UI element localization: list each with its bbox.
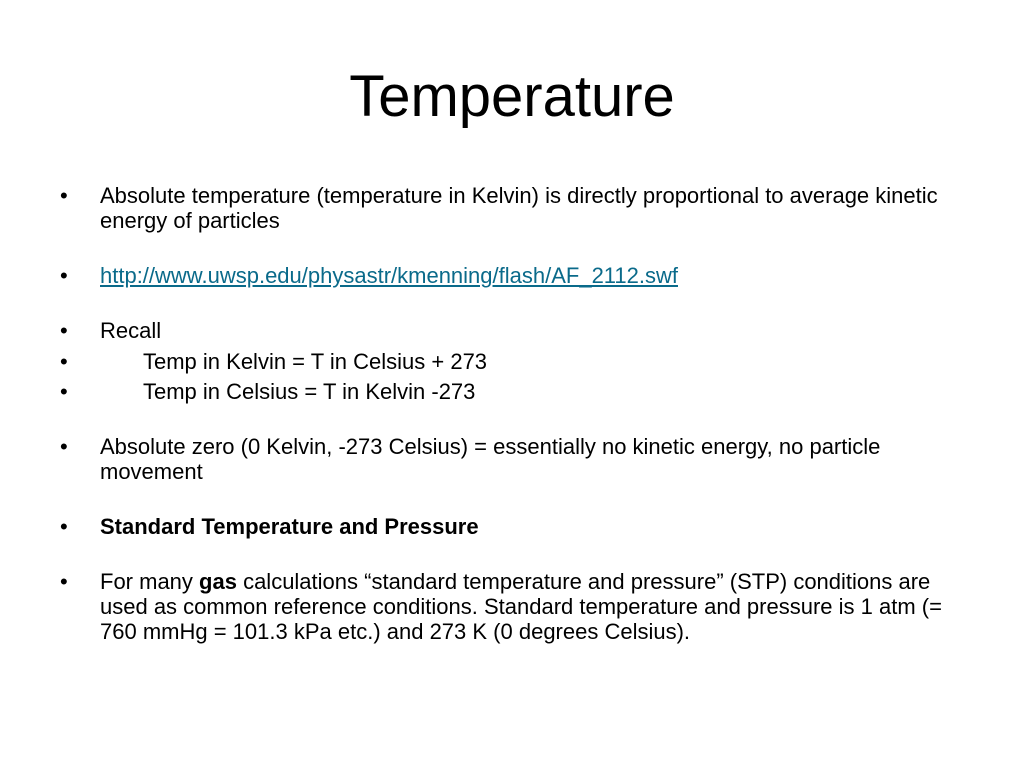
bullet-icon: • [60,434,68,459]
bold-word-gas: gas [199,569,237,594]
bullet-icon: • [60,569,68,594]
bullet-text-part: calculations “standard temperature and pressure” (STP) conditions are used as common reference conditions. Standard temperature and pressure is 1 atm (= 760 mmHg = 101.3 kPa etc.) and 273 K (0 degrees Celsius). [100,569,942,644]
bullet-text [100,569,970,644]
bullet-icon: • [60,183,68,208]
bullet-text-part: For many [100,569,200,594]
flash-animation-link[interactable]: http://www.uwsp.edu/physastr/kmenning/flash/AF_2112.swf [100,263,678,288]
bullet-text: Standard Temperature and Pressure [100,514,479,539]
bullet-text: Recall [100,318,162,343]
bullet-text: Temp in Celsius = T in Kelvin -273 [143,379,476,404]
bullet-icon: • [60,379,68,404]
slide-title: Temperature [349,64,675,129]
bullet-text: Temp in Kelvin = T in Celsius + 273 [143,349,488,374]
bullet-icon: • [60,514,68,539]
bullet-icon: • [60,263,68,288]
bullet-icon: • [60,318,68,343]
bullet-text: Absolute temperature (temperature in Kelvin) is directly proportional to average kinetic energy of particles [100,183,938,233]
bullet-icon: • [60,349,68,374]
bullet-text: Absolute zero (0 Kelvin, -273 Celsius) = essentially no kinetic energy, no particle movement [100,434,881,484]
